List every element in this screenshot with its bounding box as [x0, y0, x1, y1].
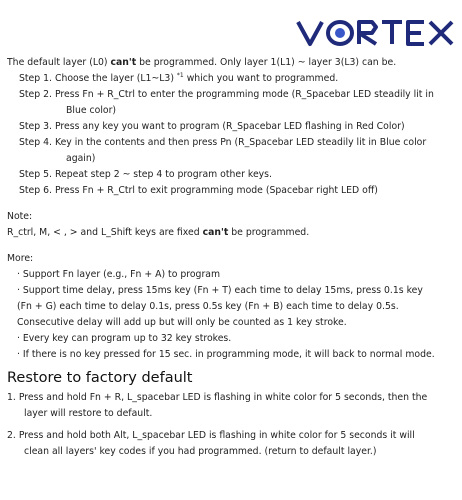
instructions-document: [7, 55, 457, 460]
logo-swirl: [335, 28, 345, 38]
more-item-consecutive: Consecutive delay will add up but will only be counted as 1 key stroke.: [17, 317, 347, 328]
intro-text-start: The default layer (L0): [7, 57, 111, 68]
restore-heading: Restore to factory default: [7, 370, 193, 386]
vortex-logo-mark: [296, 18, 456, 48]
note-text-start: R_ctrl, M, < , > and L_Shift keys are fixed: [7, 227, 203, 238]
restore-item-1: 1. Press and hold Fn + R, L_spacebar LED is flashing in white color for 5 seconds, then the: [7, 392, 428, 403]
restore-item-2: 2. Press and hold both Alt, L_spacebar LED is flashing in white color for 5 seconds it will: [7, 430, 415, 441]
step-2-continued: Blue color): [66, 105, 117, 116]
note-title: Note:: [7, 211, 33, 222]
more-item-time-delay: · Support time delay, press 15ms key (Fn + T) each time to delay 15ms, press 0.1s key: [17, 285, 423, 296]
step-4: Step 4. Key in the contents and then press Pn (R_Spacebar LED steadily lit in Blue color: [19, 137, 427, 148]
more-item-time-delay-cont: (Fn + G) each time to delay 0.1s, press 0.5s key (Fn + B) each time to delay 0.5s.: [17, 301, 399, 312]
step-6: Step 6. Press Fn + R_Ctrl to exit programming mode (Spacebar right LED off): [19, 185, 378, 196]
step-4-continued: again): [66, 153, 96, 164]
restore-item-1-cont: layer will restore to default.: [24, 408, 153, 419]
step-5: Step 5. Repeat step 2 ~ step 4 to program other keys.: [19, 169, 272, 180]
step-3: Step 3. Press any key you want to program (R_Spacebar LED flashing in Red Color): [19, 121, 405, 132]
step-1-tail: which you want to programmed.: [183, 73, 339, 84]
footnote-marker: *1: [176, 71, 184, 79]
more-item-timeout: · If there is no key pressed for 15 sec. in programming mode, it will back to normal mode.: [17, 349, 435, 360]
note-cant: can't: [202, 227, 229, 238]
step-1-text: Step 1. Choose the layer (L1~L3): [19, 73, 177, 84]
vortex-logo: [296, 18, 456, 48]
step-1: [7, 71, 457, 87]
more-item-fn-layer: · Support Fn layer (e.g., Fn + A) to program: [17, 269, 221, 280]
restore-item-2-cont: [7, 444, 457, 460]
restore-item-2-start: clean all: [24, 446, 66, 457]
intro-cant: can't: [110, 57, 137, 68]
more-title: More:: [7, 253, 34, 264]
restore-item-2-layers: layers': [65, 446, 97, 457]
note-text-end: be programmed.: [228, 227, 310, 238]
note-text: [7, 225, 457, 241]
intro-text-end: be programmed. Only layer 1(L1) ~ layer 3(L3) can be.: [136, 57, 397, 68]
more-item-32-strokes: · Every key can program up to 32 key strokes.: [17, 333, 232, 344]
intro-paragraph: [7, 55, 457, 71]
step-2: Step 2. Press Fn + R_Ctrl to enter the programming mode (R_Spacebar LED steadily lit in: [19, 89, 434, 100]
restore-item-2-end: key codes if you had programmed. (return to default layer.): [96, 446, 377, 457]
